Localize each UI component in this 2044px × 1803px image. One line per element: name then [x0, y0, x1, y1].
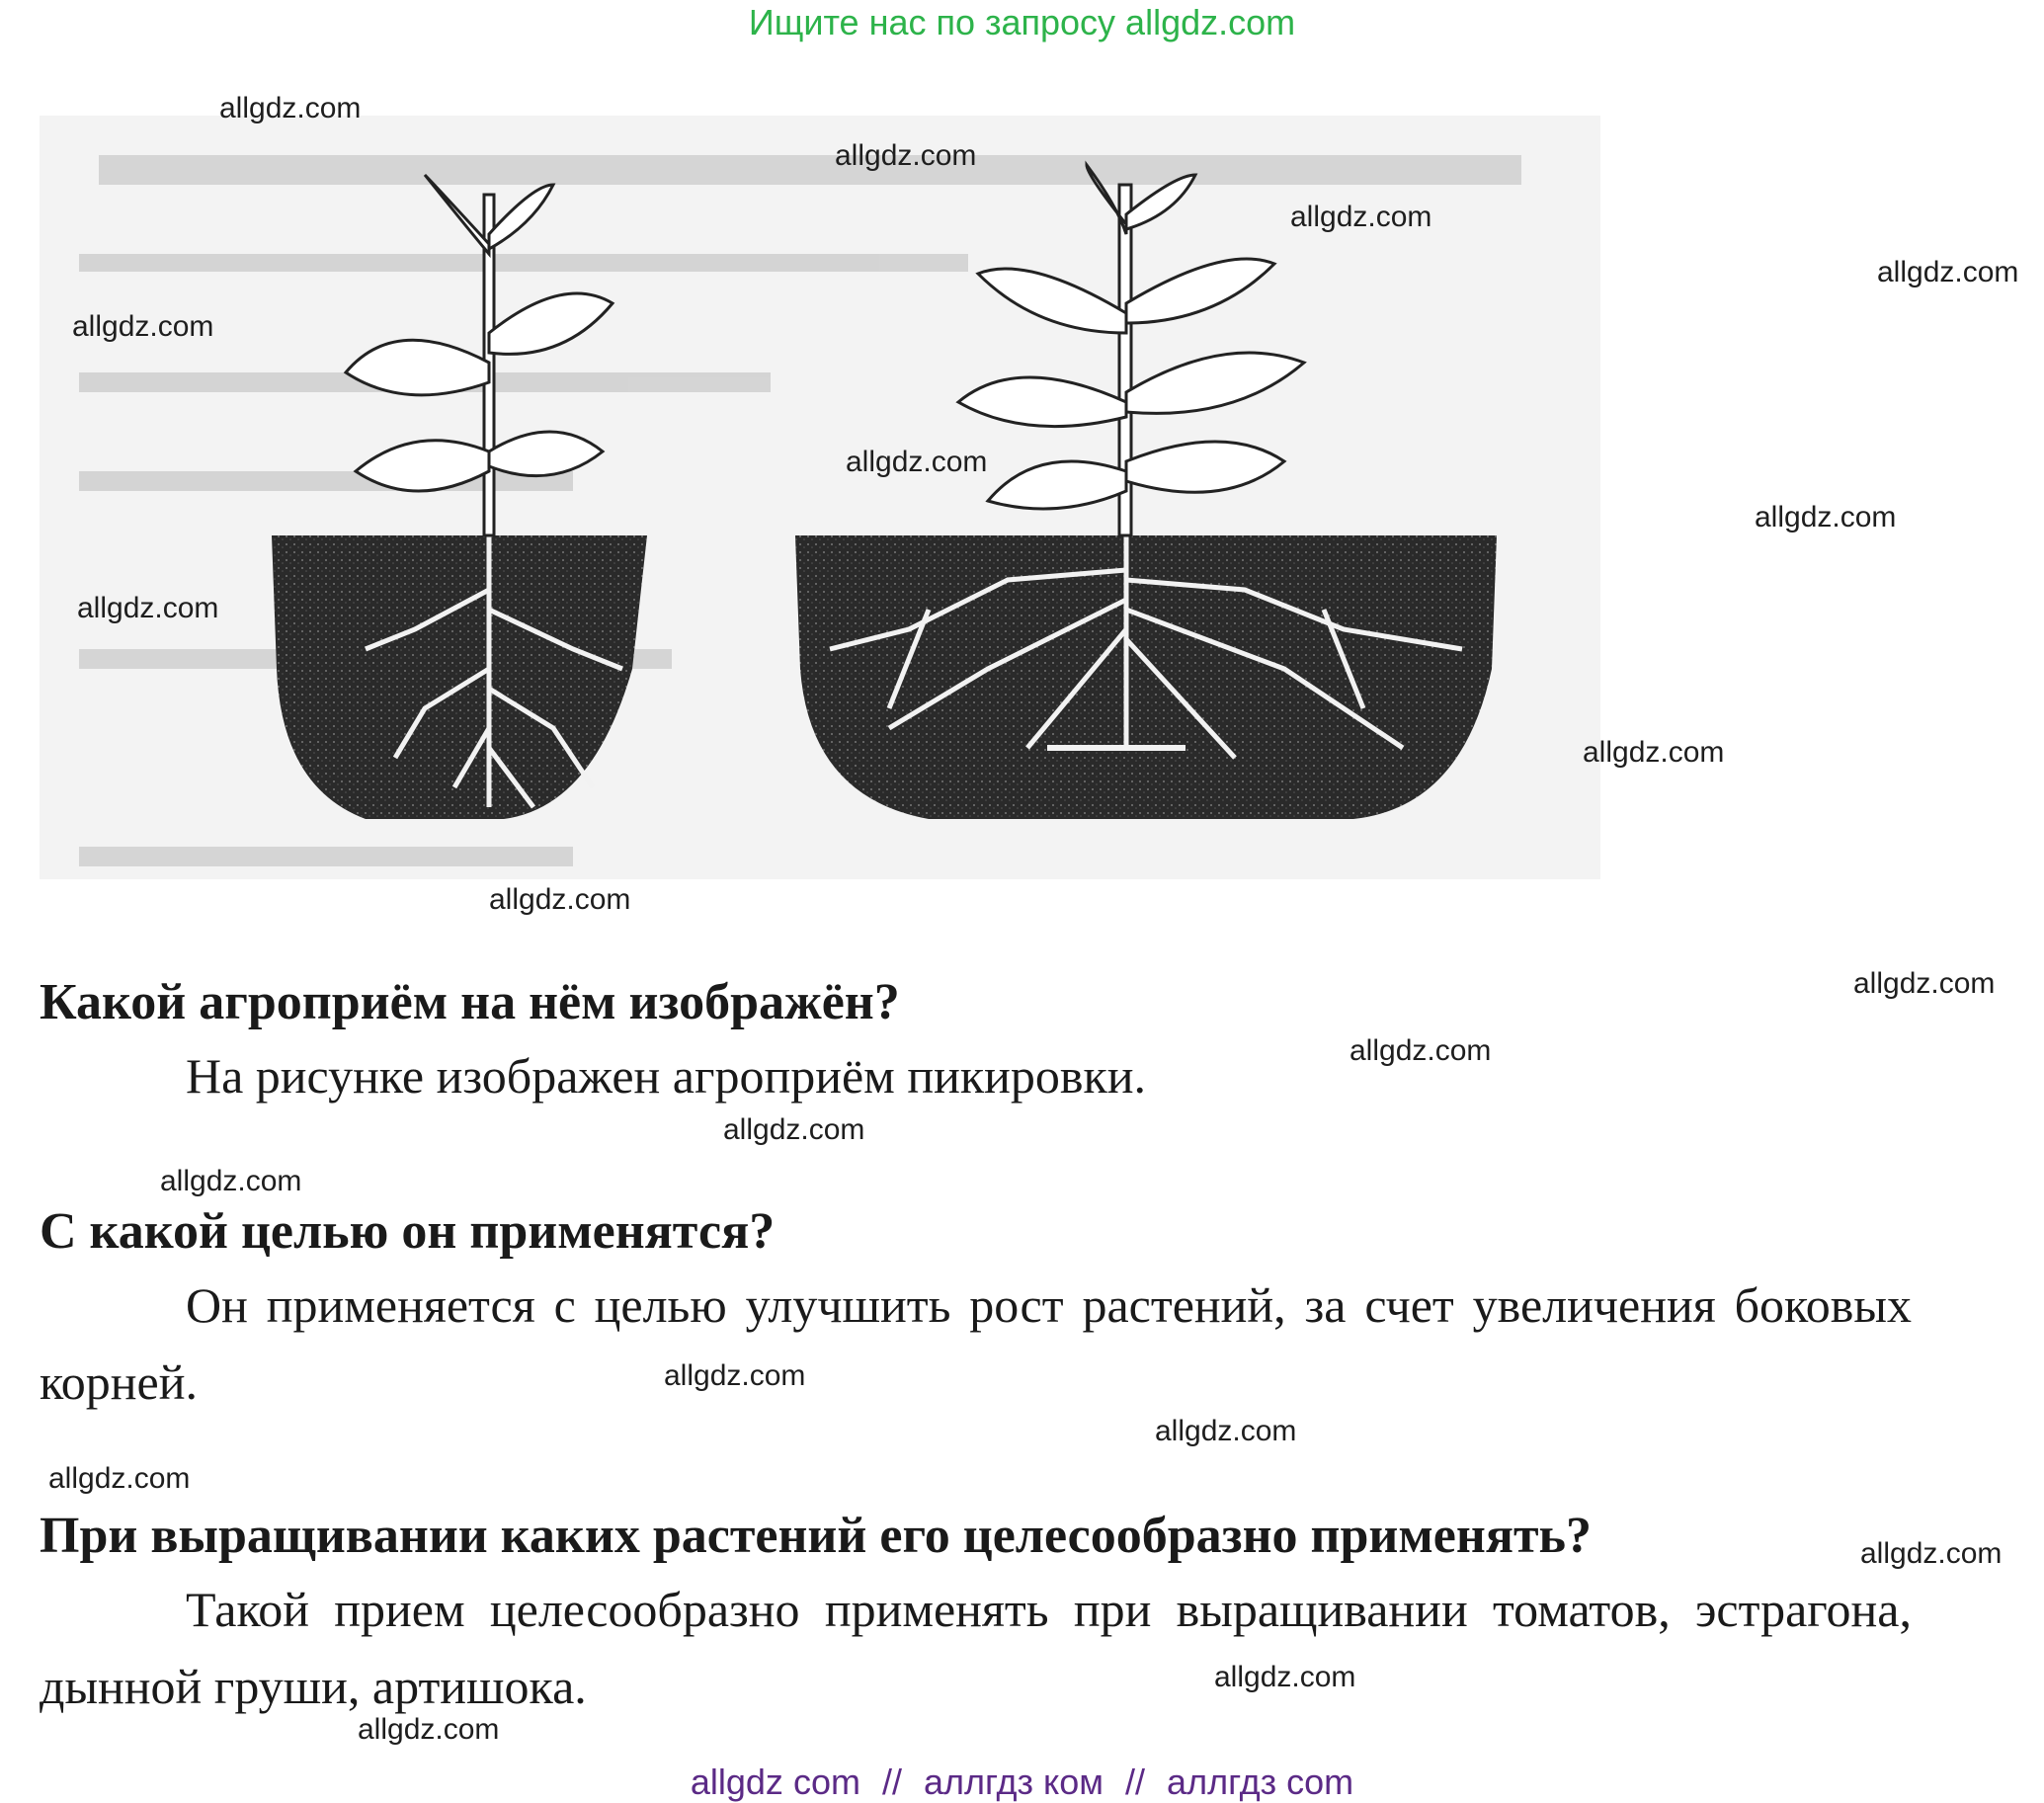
watermark: allgdz.com	[1853, 967, 1996, 1000]
footer-link-2[interactable]: аллгдз ком	[924, 1762, 1104, 1802]
footer-link-1[interactable]: allgdz com	[690, 1762, 860, 1802]
watermark: allgdz.com	[72, 310, 214, 343]
right-stem	[958, 165, 1304, 535]
watermark: allgdz.com	[1290, 201, 1432, 233]
watermark: allgdz.com	[77, 592, 219, 624]
watermark: allgdz.com	[160, 1165, 302, 1197]
watermark: allgdz.com	[1860, 1537, 2003, 1570]
footer-separator: //	[1125, 1762, 1146, 1802]
watermark: allgdz.com	[219, 92, 362, 124]
answer-1-text: На рисунке изображен агроприём пикировки.	[186, 1048, 1147, 1104]
watermark: allgdz.com	[48, 1462, 191, 1495]
watermark: allgdz.com	[846, 446, 988, 478]
answer-2-text: Он применяется с целью улучшить рост растений, за счет увеличения боковых корней.	[40, 1277, 1912, 1410]
watermark: allgdz.com	[835, 139, 977, 172]
footer-separator: //	[881, 1762, 902, 1802]
answer-2	[40, 1267, 1912, 1421]
answer-1	[40, 1037, 1912, 1114]
watermark: allgdz.com	[358, 1713, 500, 1746]
watermark: allgdz.com	[1214, 1661, 1356, 1693]
top-banner: Ищите нас по запросу allgdz.com	[748, 2, 1296, 42]
watermark: allgdz.com	[1877, 256, 2019, 288]
answer-3	[40, 1571, 1912, 1725]
watermark: allgdz.com	[1755, 501, 1897, 533]
answer-3-text: Такой прием целесообразно применять при выращивании томатов, эстрагона, дынной груши, артишока.	[40, 1582, 1912, 1714]
footer	[0, 1762, 2044, 1803]
footer-link-3[interactable]: аллгдз com	[1167, 1762, 1354, 1802]
question-1: Какой агроприём на нём изображён?	[40, 974, 900, 1030]
question-3: При выращивании каких растений его целесообразно применять?	[40, 1508, 1593, 1564]
watermark: allgdz.com	[664, 1359, 806, 1392]
watermark: allgdz.com	[723, 1113, 865, 1146]
watermark: allgdz.com	[489, 883, 631, 916]
question-2: С какой целью он применятся?	[40, 1203, 776, 1260]
watermark: allgdz.com	[1349, 1034, 1492, 1067]
watermark: allgdz.com	[1583, 736, 1725, 769]
watermark: allgdz.com	[1155, 1415, 1297, 1447]
